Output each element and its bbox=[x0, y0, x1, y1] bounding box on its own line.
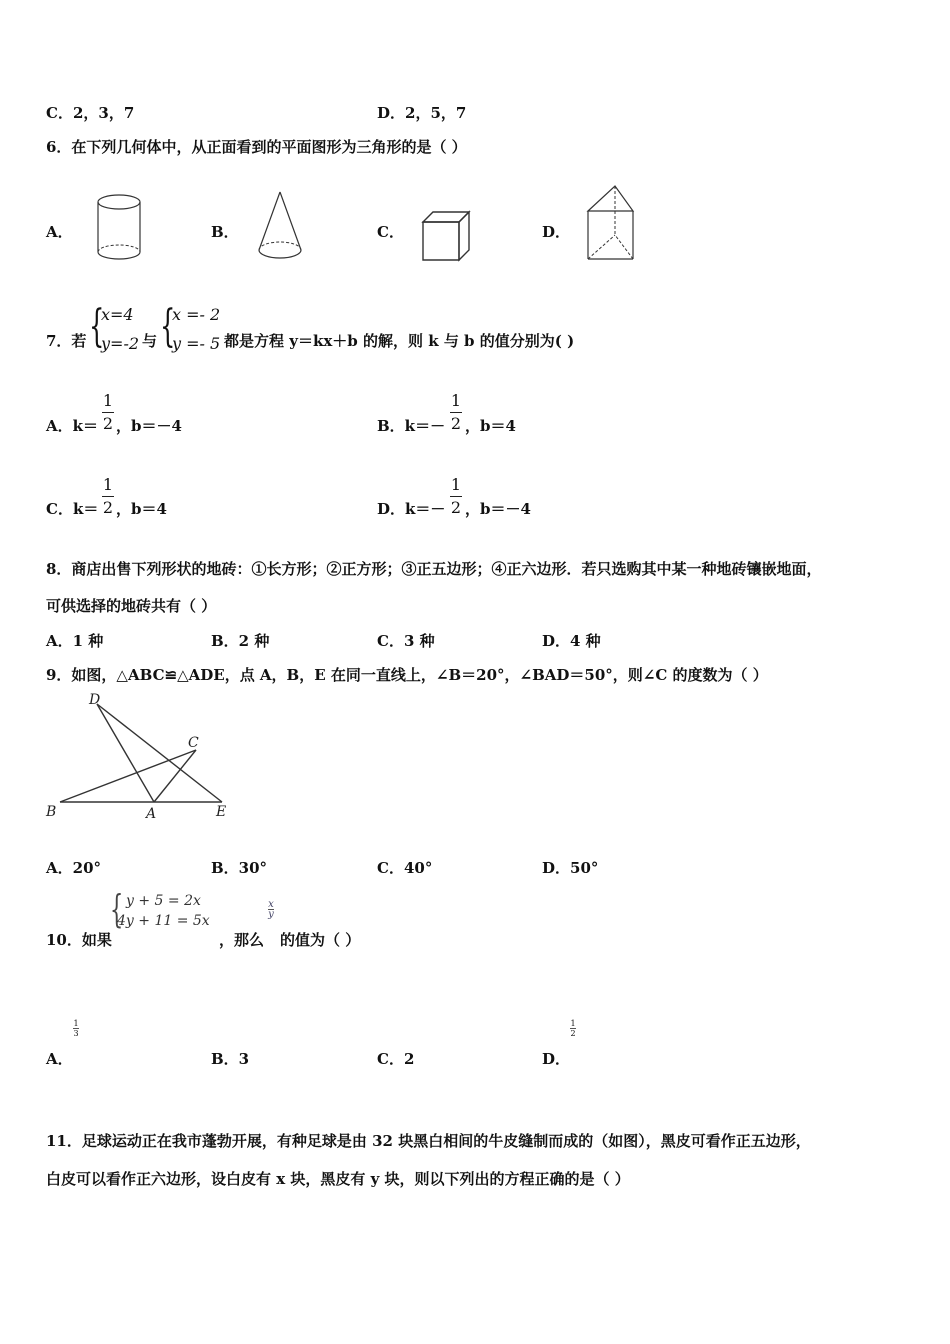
q10-option-c: C．2 bbox=[377, 1050, 415, 1068]
q7-option-d-fraction: 1 2 bbox=[450, 475, 462, 517]
q7-option-b-fraction: 1 2 bbox=[450, 391, 462, 433]
q7-option-c-pre: C．k＝ bbox=[46, 500, 99, 518]
q6-label-c: C． bbox=[377, 223, 404, 241]
q7-brace-1: { bbox=[89, 301, 105, 352]
q6-label-b: B． bbox=[211, 223, 239, 241]
q8-option-c: C．3 种 bbox=[377, 632, 435, 650]
q7-option-a-post: ，b＝－4 bbox=[116, 417, 182, 435]
q8-stem-line1: 8．商店出售下列形状的地砖：①长方形；②正方形；③正五边形；④正六边形．若只选购其中某一种地砖镶嵌地面， bbox=[46, 560, 822, 578]
q10-brace: { bbox=[110, 887, 124, 931]
q7-brace-2: { bbox=[160, 301, 176, 352]
q8-option-a: A．1 种 bbox=[46, 632, 104, 650]
point-label-c: C bbox=[188, 735, 199, 751]
q9-option-a: A．20° bbox=[46, 859, 102, 877]
q7-option-a-pre: A．k＝ bbox=[46, 417, 99, 435]
cube-figure bbox=[421, 210, 473, 264]
cylinder-figure bbox=[96, 193, 142, 263]
q10-mid: ，那么 bbox=[219, 931, 265, 949]
q10-option-a-fraction: 1 3 bbox=[73, 1019, 79, 1038]
q10-sys-line1: y + 5 = 2x bbox=[126, 893, 201, 909]
q7-option-b-pre: B．k＝－ bbox=[377, 417, 446, 435]
q9-option-b: B．30° bbox=[211, 859, 268, 877]
q8-stem-line2: 可供选择的地砖共有（ ） bbox=[46, 597, 217, 615]
q9-option-d: D．50° bbox=[542, 859, 599, 877]
q7-option-b-post: ，b＝4 bbox=[465, 417, 516, 435]
q10-option-d: D． bbox=[542, 1050, 571, 1068]
q6-label-a: A． bbox=[46, 223, 73, 241]
q9-stem: 9．如图，△ABC≌△ADE，点 A，B，E 在同一直线上，∠B＝20°，∠BAD＝50°，则∠C 的度数为（ ） bbox=[46, 666, 768, 684]
q7-option-c-fraction: 1 2 bbox=[102, 475, 114, 517]
q8-option-b: B．2 种 bbox=[211, 632, 270, 650]
q11-stem-line1: 11．足球运动正在我市蓬勃开展，有种足球是由 32 块黑白相间的牛皮缝制而成的（如图），黑皮可看作正五边形， bbox=[46, 1132, 811, 1150]
q10-post: 的值为（ ） bbox=[280, 931, 361, 949]
q10-option-a: A． bbox=[46, 1050, 73, 1068]
q10-expression: x y bbox=[268, 899, 274, 920]
q7-option-c-post: ，b＝4 bbox=[116, 500, 167, 518]
triangle-diagram bbox=[44, 692, 234, 822]
q7-tail: 都是方程 y＝kx＋b 的解，则 k 与 b 的值分别为( ) bbox=[224, 332, 575, 350]
point-label-b: B bbox=[46, 804, 57, 820]
q7-and: 与 bbox=[142, 332, 158, 350]
q7-option-d-post: ，b＝－4 bbox=[465, 500, 531, 518]
q11-stem-line2: 白皮可以看作正六边形，设白皮有 x 块，黑皮有 y 块，则以下列出的方程正确的是（ ） bbox=[46, 1170, 630, 1188]
q7-sys1-line2: y=-2 bbox=[101, 334, 140, 353]
q10-option-b: B．3 bbox=[211, 1050, 250, 1068]
q6-stem: 6．在下列几何体中，从正面看到的平面图形为三角形的是（ ） bbox=[46, 138, 467, 156]
q10-option-d-fraction: 1 2 bbox=[570, 1019, 576, 1038]
q6-label-d: D． bbox=[542, 223, 571, 241]
q9-option-c: C．40° bbox=[377, 859, 433, 877]
q10-pre: 10．如果 bbox=[46, 931, 112, 949]
cone-figure bbox=[257, 190, 303, 262]
q5-option-c: C．2，3，7 bbox=[46, 104, 135, 122]
point-label-e: E bbox=[216, 804, 227, 820]
q10-sys-line2: 4y + 11 = 5x bbox=[117, 913, 210, 929]
q7-number: 7．若 bbox=[46, 332, 87, 350]
point-label-d: D bbox=[89, 692, 101, 708]
point-label-a: A bbox=[146, 806, 157, 822]
q8-option-d: D．4 种 bbox=[542, 632, 601, 650]
q7-sys2-line2: y =- 5 bbox=[172, 334, 221, 353]
q7-sys2-line1: x =- 2 bbox=[172, 305, 221, 324]
q5-option-d: D．2，5，7 bbox=[377, 104, 467, 122]
q7-option-d-pre: D．k＝－ bbox=[377, 500, 446, 518]
triangular-prism-figure bbox=[585, 183, 637, 263]
q7-option-a-fraction: 1 2 bbox=[102, 391, 114, 433]
q7-sys1-line1: x=4 bbox=[101, 305, 134, 324]
